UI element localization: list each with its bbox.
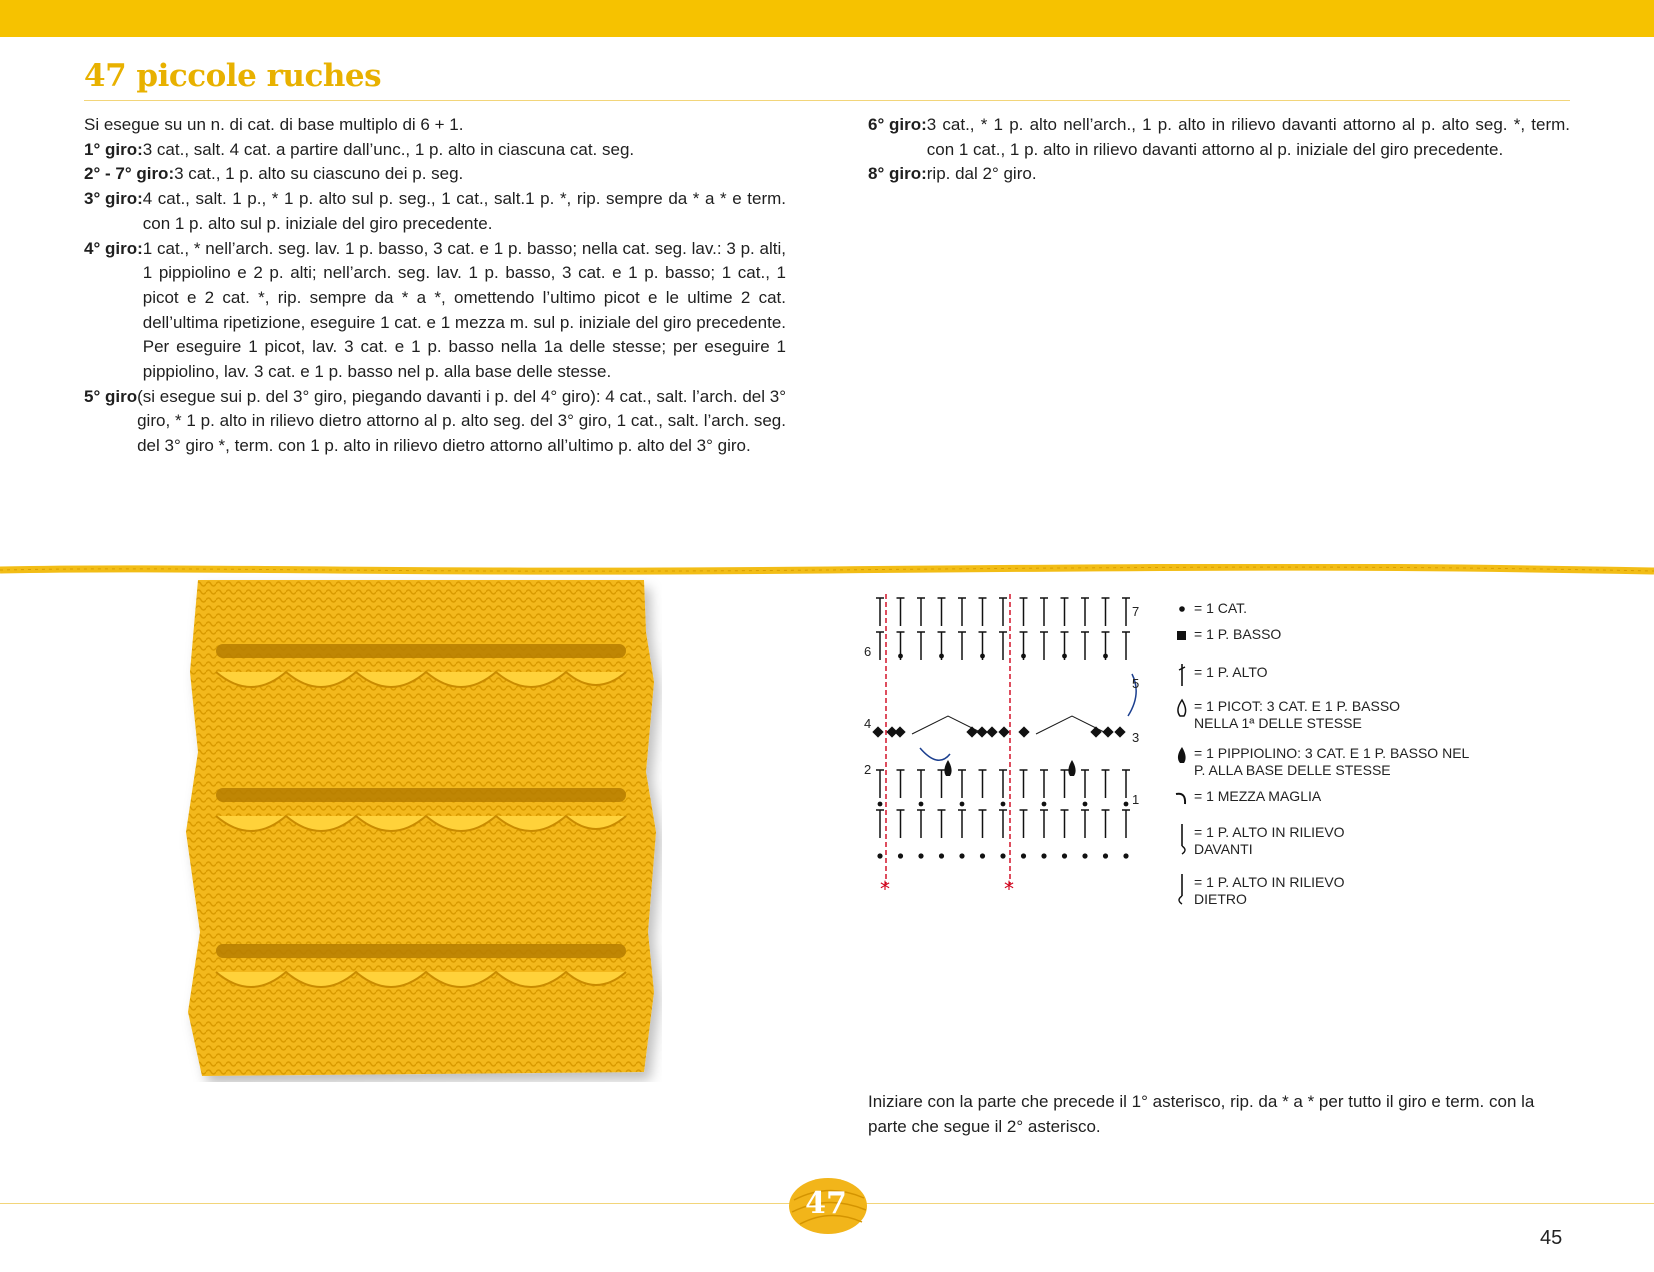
picot-filled-icon [1172,745,1194,779]
row-number: 4 [864,716,872,731]
round-text: 1 cat., * nell’arch. seg. lav. 1 p. basso, 3 cat. e 1 p. basso; nella cat. seg. lav.: 3 p. alti, 1 pippiolino e 2 p. alti; nell’arch. seg. lav. 1 p. basso, 3 cat. e 1 p. basso; 1 cat., 1 picot e 2 cat. *, rip. sempre da * a *, omettendo l’ultimo picot e le ultime 2 cat. dell’ultima ripetizione, eseguire 1 cat. e 1 mezza m. sul p. iniziale del giro precedente. Per eseguire 1 picot, lav. 3 cat. e 1 p. basso nella 1a delle stesse; per eseguire 1 pippiolino, lav. 3 cat. e 1 p. basso nel p. alla base delle stesse. [142,238,786,382]
single-crochet-mark [894,726,905,737]
round-label: 4° giro: [84,238,143,258]
legend-text: = 1 P. BASSO [1194,626,1282,642]
round-text: 4 cat., salt. 1 p., * 1 p. alto sul p. seg., 1 cat., salt.1 p. *, rip. sempre da * a * e term. con 1 p. alto sul p. iniziale del giro precedente. [142,189,786,233]
legend-text: = 1 PIPPIOLINO: 3 CAT. E 1 P. BASSO NEL P. ALLA BASE DELLE STESSE [1194,745,1470,778]
round-text: (si esegue sui p. del 3° giro, piegando davanti i p. del 4° giro): 4 cat., salt. l’arch. del 3° giro, * 1 p. alto in rilievo dietro attorno al p. alto seg. del 3° giro, 1 cat., salt. l’arch. seg. del 3° giro *, term. con 1 p. alto in rilievo dietro attorno all’ultimo p. alto del 3° giro. [137,386,786,456]
chain-dot [919,802,924,807]
row-number: 1 [1132,792,1140,807]
crochet-swatch-image [176,572,662,1082]
front-post-icon [1172,824,1194,858]
legend-item-front-post [1172,824,1345,858]
chain-dot [1062,654,1067,659]
single-crochet-mark [986,726,997,737]
single-crochet-mark [998,726,1009,737]
chain-dot [878,802,883,807]
instructions-left-column [84,113,786,459]
chain-dot [980,654,985,659]
pippiolino-mark [944,760,951,776]
chain-dot [1103,853,1108,858]
round-5 [84,385,786,459]
chain-dot [1000,853,1005,858]
legend-item-picot [1172,698,1400,732]
single-crochet-mark [872,726,883,737]
round-text: rip. dal 2° giro. [926,164,1037,184]
chain-dot [1082,853,1087,858]
chain-dot [1124,802,1129,807]
row-number: 5 [1132,676,1140,691]
chain-dot [1042,802,1047,807]
footer-badge-number: 47 [805,1186,847,1221]
round-label: 2° - 7° giro: [84,164,175,184]
intro-text: Si esegue su un n. di cat. di base multiplo di 6 + 1. [84,115,464,134]
symbol-legend [1172,600,1502,920]
round-4 [84,237,786,385]
chain-dot [939,853,944,858]
row-number: 3 [1132,730,1140,745]
back-post-icon [1172,874,1194,908]
page-number: 45 [1540,1227,1563,1249]
single-crochet-mark [1102,726,1113,737]
pippiolino-mark [1068,760,1075,776]
single-crochet-mark [1114,726,1125,737]
single-crochet-mark [1090,726,1101,737]
footnote-text: Iniziare con la parte che precede il 1° asterisco, rip. da * a * per tutto il giro e term. con la parte che segue il 2° asterisco. [868,1092,1535,1136]
chain-dot [918,853,923,858]
slip-stitch-icon [1172,788,1194,822]
round-label: 6° giro: [868,115,927,134]
chain-dot [939,654,944,659]
row-number: 6 [864,644,872,659]
round-3 [84,187,786,236]
asterisk-marker: * [880,880,890,900]
legend-item-slip-stitch [1172,788,1321,822]
legend-item-single-crochet [1172,626,1281,660]
stitch-diagram [860,594,1142,904]
chain-dot [1103,654,1108,659]
chain-dot [960,802,965,807]
round-text: 3 cat., * 1 p. alto nell’arch., 1 p. alto in rilievo davanti attorno al p. alto seg. *, term. con 1 cat., 1 p. alto in rilievo davanti attorno al p. iniziale del giro precedente. [926,115,1570,159]
round-label: 5° giro [84,386,138,406]
round-label: 1° giro: [84,139,143,159]
chain-dot [898,853,903,858]
single-crochet-mark [976,726,987,737]
legend-text: = 1 CAT. [1194,600,1248,616]
chain-dot [1083,802,1088,807]
chain-dot [980,853,985,858]
round-6 [868,113,1570,162]
picot-outline-icon [1172,698,1194,732]
round-label: 8° giro: [868,164,927,184]
legend-text: = 1 PICOT: 3 CAT. E 1 P. BASSO NELLA 1ª DELLE STESSE [1194,698,1401,731]
legend-text: = 1 P. ALTO IN RILIEVO DIETRO [1194,874,1345,907]
row-number: 2 [864,762,872,777]
round-label: 3° giro: [84,189,143,209]
legend-item-pippiolino [1172,745,1469,779]
round-1 [84,138,786,163]
top-accent-bar [0,0,1654,37]
round-text: 3 cat., 1 p. alto su ciascuno dei p. seg. [174,164,464,184]
legend-item-back-post [1172,874,1345,908]
single-crochet-mark [966,726,977,737]
square-icon [1172,626,1194,660]
page-title: 47 piccole ruches [84,58,382,94]
instructions-right-column [868,113,1570,187]
round-2-7 [84,162,786,187]
legend-item-double-crochet [1172,664,1268,698]
tall-stitch-icon [1172,664,1194,698]
row-number: 7 [1132,604,1140,619]
legend-text: = 1 MEZZA MAGLIA [1194,788,1322,804]
title-divider [84,100,1570,101]
asterisk-marker: * [1004,880,1014,900]
chain-dot [877,853,882,858]
round-8 [868,162,1570,187]
chain-dot [1021,654,1026,659]
chain-dot [1062,853,1067,858]
round-text: 3 cat., salt. 4 cat. a partire dall’unc., 1 p. alto in ciascuna cat. seg. [142,139,635,159]
legend-text: = 1 P. ALTO IN RILIEVO DAVANTI [1194,824,1345,857]
diagram-asterisk-row [880,880,1030,900]
legend-text: = 1 P. ALTO [1194,664,1268,680]
chain-dot [898,654,903,659]
chain-dot [1041,853,1046,858]
chain-dot [1123,853,1128,858]
chain-dot [1021,853,1026,858]
single-crochet-mark [1018,726,1029,737]
chain-dot [959,853,964,858]
chain-dot [1001,802,1006,807]
